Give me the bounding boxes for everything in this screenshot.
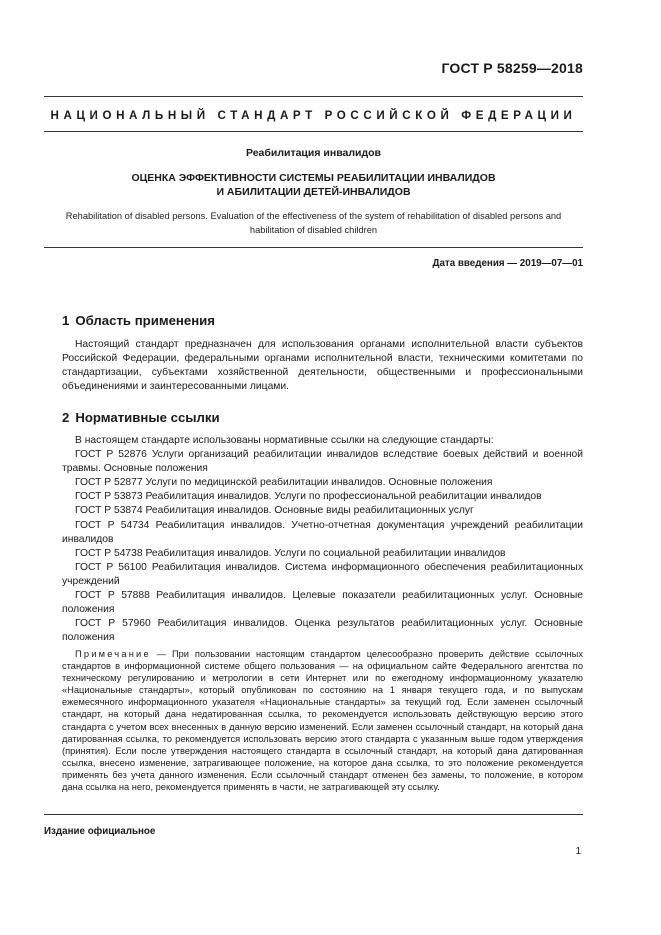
document-title	[44, 171, 583, 199]
reference-code: ГОСТ Р 53873	[75, 491, 143, 503]
header-rule-top	[44, 96, 583, 97]
note-block	[62, 648, 583, 793]
section-2-intro: В настоящем стандарте использованы нормативные ссылки на следующие стандарты:	[75, 435, 494, 446]
reference-title: Реабилитация инвалидов. Услуги по профессиональной реабилитации инвалидов	[145, 491, 542, 503]
reference-title: Реабилитация инвалидов. Услуги по социальной реабилитации инвалидов	[145, 547, 506, 559]
national-standard-banner: НАЦИОНАЛЬНЫЙ СТАНДАРТ РОССИЙСКОЙ ФЕДЕРАЦИИ	[50, 109, 577, 122]
reference-title: Реабилитация инвалидов. Целевые показатели реабилитационных услуг. Основные положения	[62, 590, 583, 616]
reference-title: Реабилитация инвалидов. Основные виды реабилитационных услуг	[145, 505, 474, 517]
reference-item	[62, 504, 583, 518]
section-2-heading	[62, 410, 220, 425]
reference-item	[62, 490, 583, 504]
document-subtitle: Реабилитация инвалидов	[245, 147, 382, 159]
reference-title: Реабилитация инвалидов. Оценка результатов реабилитационных услуг. Основные положения	[62, 618, 583, 644]
reference-item	[62, 448, 583, 476]
official-edition-label: Издание официальное	[44, 826, 156, 837]
note-paragraph	[62, 648, 583, 793]
introduction-date: Дата введения — 2019—07—01	[432, 258, 583, 269]
section-1-body	[62, 338, 583, 394]
reference-code: ГОСТ Р 57888	[75, 590, 150, 602]
section-2-title: Нормативные ссылки	[75, 410, 220, 425]
section-1-number: 1	[62, 313, 70, 328]
reference-code: ГОСТ Р 52876	[75, 449, 147, 461]
section-1-text: Настоящий стандарт предназначен для использования органами исполнительной власти субъектов Российской Федерации, федеральными органами исполнительной власти, техническими комитетами по стандартизации, субъектами хозяйственной деятельности, общественными и профессиональными объединениями и заинтересованными лицами.	[62, 339, 583, 393]
footer-rule	[44, 814, 583, 815]
title-rule	[44, 247, 583, 248]
page-number: 1	[575, 846, 581, 857]
reference-list	[62, 448, 583, 645]
section-2-body	[62, 434, 583, 645]
document-title-line-2: И АБИЛИТАЦИИ ДЕТЕЙ-ИНВАЛИДОВ	[216, 186, 411, 198]
reference-code: ГОСТ Р 56100	[75, 561, 147, 573]
reference-item	[62, 519, 583, 547]
section-1-title: Область применения	[75, 313, 215, 328]
reference-title: Услуги по медицинской реабилитации инвалидов. Основные положения	[145, 477, 493, 489]
note-label: Примечание	[75, 649, 151, 659]
note-text: — При пользовании настоящим стандартом целесообразно проверить действие ссылочных стандартов в информационной системе общего пользования — на официальном сайте Федерального агентства по техническому регулированию и метрологии в сети Интернет или по ежегодному информационному указателю «Национальные стандарты», который опубликован по состоянию на 1 января текущего года, и по выпускам ежемесячного информационного указателя «Национальные стандарты» за текущий год. Если заменен ссылочный стандарт, на который дана недатированная ссылка, то рекомендуется использовать действующую версию этого стандарта с учетом всех внесенных в данную версию изменений. Если заменен ссылочный стандарт, на который дана датированная ссылка, то рекомендуется использовать версию этого стандарта с указанным выше годом утверждения (принятия). Если после утверждения настоящего стандарта в ссылочный стандарт, на который дана датированная ссылка, внесено изменение, затрагивающее положение, на которое дана ссылка, то это положение рекомендуется применять без учета данного изменения. Если ссылочный стандарт отменен без замены, то положение, в котором дана ссылка на него, рекомендуется применять в части, не затрагивающей эту ссылку.	[62, 649, 583, 793]
section-2-number: 2	[62, 410, 70, 425]
section-1-heading	[62, 313, 215, 328]
reference-title: Реабилитация инвалидов. Учетно-отчетная документация учреждений реабилитации инвалидов	[62, 519, 583, 545]
document-code: ГОСТ Р 58259—2018	[441, 60, 583, 76]
reference-code: ГОСТ Р 52877	[75, 477, 143, 489]
reference-item	[62, 476, 583, 490]
reference-item	[62, 547, 583, 561]
reference-item	[62, 617, 583, 645]
reference-item	[62, 561, 583, 589]
reference-code: ГОСТ Р 54738	[75, 547, 143, 559]
document-title-line-1: ОЦЕНКА ЭФФЕКТИВНОСТИ СИСТЕМЫ РЕАБИЛИТАЦИИ ИНВАЛИДОВ	[131, 172, 496, 184]
reference-title: Реабилитация инвалидов. Система информационного обеспечения реабилитационных учреждений	[62, 561, 583, 587]
header-rule-bottom	[44, 131, 583, 132]
reference-title: Услуги организаций реабилитации инвалидов вследствие боевых действий и военной травмы. Основные положения	[62, 449, 583, 475]
reference-code: ГОСТ Р 53874	[75, 505, 143, 517]
reference-code: ГОСТ Р 54734	[75, 519, 150, 531]
reference-item	[62, 589, 583, 617]
english-title: Rehabilitation of disabled persons. Evaluation of the effectiveness of the system of rehabilitation of disabled persons and habilitation of disabled children	[65, 211, 562, 235]
reference-code: ГОСТ Р 57960	[75, 618, 151, 630]
